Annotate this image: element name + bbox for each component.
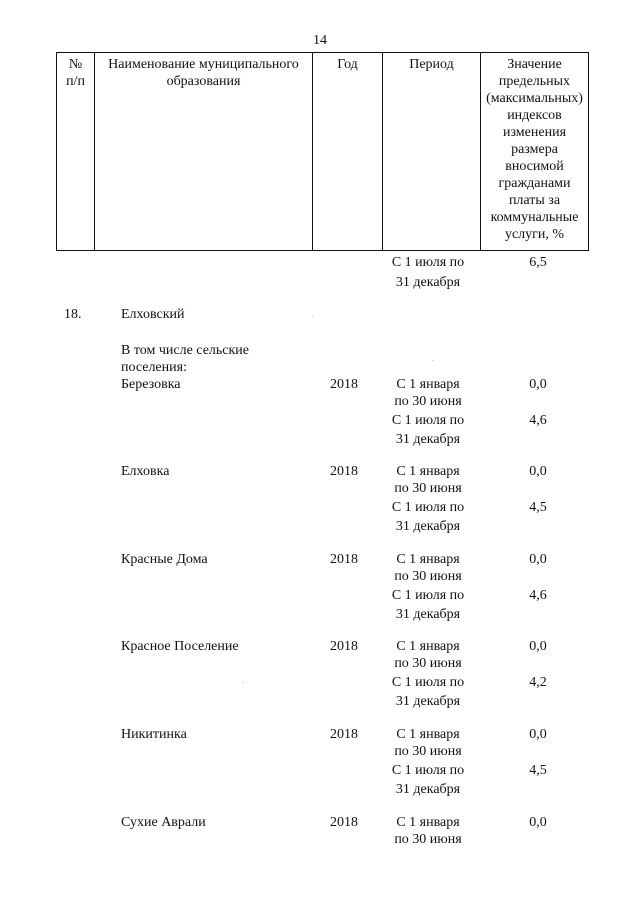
row-year: 2018: [330, 639, 358, 654]
settlement-name: Березовка: [121, 377, 181, 392]
col-name-header: Наименование муниципального образования: [95, 53, 313, 251]
row-period-1: С 1 января по 30 июня: [394, 377, 462, 409]
row-year: 2018: [330, 464, 358, 479]
settlement-name: Сухие Аврали: [121, 815, 206, 830]
row-period-1: С 1 января по 30 июня: [394, 552, 462, 584]
continuation-period: С 1 июля по 31 декабря: [391, 255, 465, 290]
row-value-2: 4,5: [529, 500, 547, 515]
row-value-1: 0,0: [529, 815, 547, 830]
table-header: [56, 52, 589, 251]
row-value-1: 0,0: [529, 377, 547, 392]
settlement-name: Елховка: [121, 464, 170, 479]
settlement-name: Красное Поселение: [121, 639, 239, 654]
row-period-2: С 1 июля по 31 декабря: [391, 500, 465, 534]
row-period-1: С 1 января по 30 июня: [394, 464, 462, 496]
row-period-2: С 1 июля по 31 декабря: [391, 675, 465, 709]
section-subheading: В том числе сельские поселения:: [121, 343, 250, 375]
row-value-1: 0,0: [529, 727, 547, 742]
row-year: 2018: [330, 815, 358, 830]
section-name: Елховский: [121, 307, 185, 322]
settlement-name: Никитинка: [121, 727, 187, 742]
row-value-2: 4,2: [529, 675, 547, 690]
col-period-header: Период: [383, 53, 481, 251]
row-period-2: С 1 июля по 31 декабря: [391, 413, 465, 447]
col-number-header: № п/п: [57, 53, 95, 251]
col-value-header: Значение предельных (максимальных) индексов изменения размера вносимой гражданами платы за коммунальные услуги, %: [481, 53, 589, 251]
scan-speck: [312, 316, 314, 317]
row-value-1: 0,0: [529, 639, 547, 654]
row-year: 2018: [330, 552, 358, 567]
row-period-1: С 1 января по 30 июня: [394, 639, 462, 671]
row-value-1: 0,0: [529, 552, 547, 567]
section-number: 18.: [64, 307, 82, 322]
scan-speck: [242, 682, 244, 683]
row-value-1: 0,0: [529, 464, 547, 479]
row-value-2: 4,6: [529, 413, 547, 428]
row-year: 2018: [330, 727, 358, 742]
row-period-1: С 1 января по 30 июня: [394, 815, 462, 847]
row-value-2: 4,5: [529, 763, 547, 778]
page-number: 14: [313, 33, 327, 48]
col-year-header: Год: [313, 53, 383, 251]
settlement-name: Красные Дома: [121, 552, 208, 567]
row-value-2: 4,6: [529, 588, 547, 603]
row-period-1: С 1 января по 30 июня: [394, 727, 462, 759]
row-year: 2018: [330, 377, 358, 392]
scan-speck: [432, 360, 434, 361]
row-period-2: С 1 июля по 31 декабря: [391, 588, 465, 622]
continuation-value: 6,5: [529, 255, 547, 270]
row-period-2: С 1 июля по 31 декабря: [391, 763, 465, 797]
